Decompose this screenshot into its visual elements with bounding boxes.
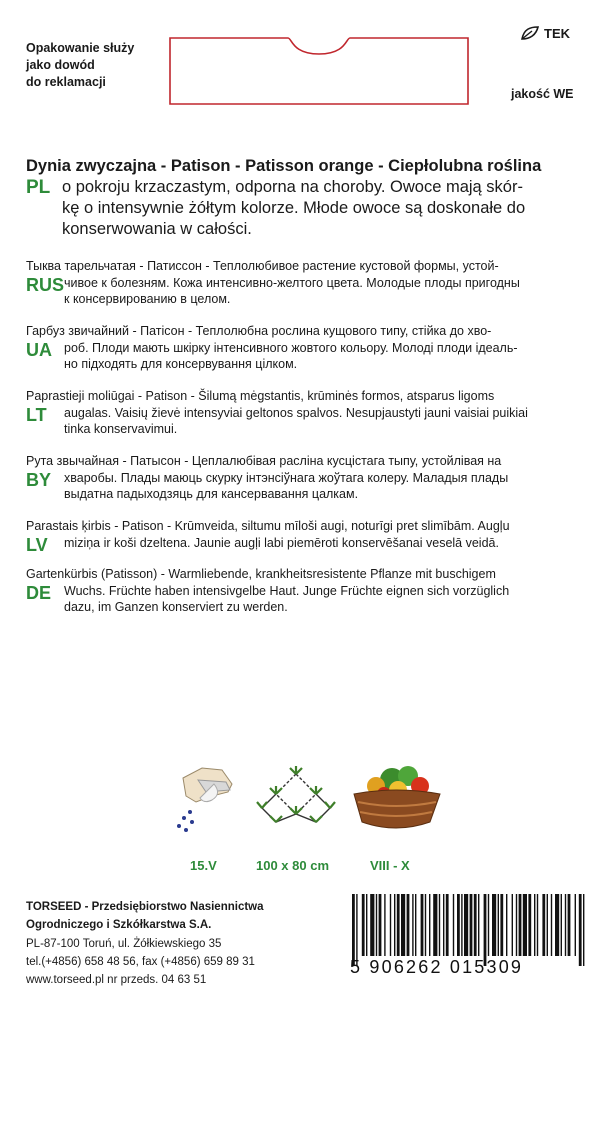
- company-line: www.torseed.pl nr przeds. 04 63 51: [26, 974, 207, 987]
- company-line: PL-87-100 Toruń, ul. Żółkiewskiego 35: [26, 937, 222, 950]
- barcode-bar: [376, 894, 377, 956]
- barcode-bar: [575, 894, 576, 956]
- barcode-bar: [555, 894, 559, 956]
- company-info: [26, 898, 264, 989]
- barcode-bar: [425, 894, 426, 956]
- leaf-icon: [520, 25, 540, 41]
- barcode-bar: [457, 894, 460, 956]
- barcode-bar: [415, 894, 416, 956]
- barcode-bar: [579, 894, 582, 966]
- barcode-bar: [506, 894, 507, 956]
- barcode-bar: [519, 894, 522, 956]
- pl-line: konserwowania w całości.: [62, 220, 252, 238]
- barcode-bar: [583, 894, 584, 966]
- lang-code-lt: LT: [26, 405, 47, 425]
- lv-line: Parastais ķirbis - Patison - Krūmveida, siltumu mīloši augi, noturīgi pret slimībām. Augļu: [26, 519, 510, 533]
- barcode-bar: [512, 894, 513, 956]
- notice-line: do reklamacji: [26, 75, 106, 89]
- barcode-bar: [379, 894, 382, 956]
- barcode-bar: [561, 894, 562, 956]
- barcode-bar: [356, 894, 357, 966]
- barcode-bar: [478, 894, 479, 956]
- rus-line: чивое к болезням. Кожа интенсивно-желтого цвета. Молодые плоды пригодны: [64, 275, 520, 290]
- by-line: Рута звычайная - Патысон - Цеплалюбівая расліна кусцістага тыпу, устойлівая на: [26, 454, 502, 468]
- barcode-bar: [429, 894, 430, 956]
- barcode-bar: [443, 894, 444, 956]
- barcode-bar: [523, 894, 527, 956]
- harvest-label: VIII - X: [370, 858, 410, 873]
- barcode-bar: [565, 894, 566, 956]
- de-line: dazu, im Ganzen konserviert zu werden.: [64, 600, 288, 614]
- pl-line: o pokroju krzaczastym, odporna na choroby. Owoce mają skór-: [62, 178, 523, 196]
- barcode-bar: [492, 894, 496, 956]
- complaint-notice: [26, 40, 134, 91]
- ua-line: но підходять для консервування цілком.: [64, 357, 298, 371]
- lang-code-ua: UA: [26, 340, 52, 360]
- lv-line: miziņa ir koši dzeltena. Jaunie augļi labi piemēroti konservēšanai veselā veidā.: [64, 535, 499, 550]
- barcode-bar: [366, 894, 367, 956]
- barcode-bar: [542, 894, 545, 956]
- barcode-bar: [421, 894, 424, 956]
- barcode-bar: [547, 894, 548, 956]
- lang-code-de: DE: [26, 583, 52, 603]
- section-de: [26, 566, 586, 616]
- tek-logo: [520, 25, 570, 41]
- lang-code-rus: RUS: [26, 275, 65, 295]
- barcode-bar: [500, 894, 503, 956]
- section-lv: [26, 518, 586, 555]
- barcode-bar: [464, 894, 468, 956]
- rus-line: Тыква тарельчатая - Патиссон - Теплолюбивое растение кустовой формы, устой-: [26, 259, 499, 273]
- barcode-bar: [453, 894, 454, 956]
- lang-code-lv: LV: [26, 535, 48, 555]
- barcode-bar: [534, 894, 535, 956]
- lang-code-by: BY: [26, 470, 52, 490]
- notice-line: jako dowód: [26, 58, 95, 72]
- harvest-basket-icon: [354, 766, 440, 828]
- by-line: хваробы. Плады маюць скурку інтэнсіўнага жоўтага колеру. Маладыя плады: [64, 470, 509, 485]
- barcode-bar: [394, 894, 395, 956]
- company-line: tel.(+4856) 658 48 56, fax (+4856) 659 89 31: [26, 955, 255, 968]
- barcode-bar: [568, 894, 571, 956]
- quality-label: jakość WE: [511, 87, 574, 101]
- barcode-bar: [470, 894, 473, 956]
- barcode-bar: [488, 894, 489, 956]
- pl-line: Dynia zwyczajna - Patison - Patisson orange - Ciepłolubna roślina: [26, 157, 542, 175]
- lang-code-pl: PL: [26, 177, 51, 198]
- barcode-bar: [446, 894, 449, 956]
- barcode-bar: [352, 894, 355, 966]
- barcode-bar: [384, 894, 385, 956]
- sowing-hand-icon: [177, 768, 232, 832]
- spacing-label: 100 x 80 cm: [256, 858, 330, 873]
- barcode-bar: [362, 894, 365, 956]
- lt-line: Paprastieji moliūgai - Patison - Šilumą mėgstantis, krūminės formos, atsparus ligoms: [26, 389, 495, 403]
- lt-line: tinka konservavimui.: [64, 422, 178, 436]
- barcode-bar: [390, 894, 391, 956]
- company-line: Ogrodniczego i Szkółkarstwa S.A.: [26, 919, 212, 932]
- ua-line: Гарбуз звичайний - Патісон - Теплолюбна рослина кущового типу, стійка до хво-: [26, 324, 492, 338]
- de-line: Gartenkürbis (Patisson) - Warmliebende, krankheitsresistente Pflanze mit buschigem: [26, 567, 496, 581]
- section-rus: [26, 258, 586, 308]
- barcode-bar: [484, 894, 487, 966]
- ua-line: роб. Плоди мають шкірку інтенсивного жовтого кольору. Молоді плоди ідеаль-: [64, 340, 518, 355]
- barcode-bar: [397, 894, 400, 956]
- section-ua: [26, 323, 586, 373]
- pictogram-row: [0, 756, 600, 846]
- lt-line: augalas. Vaisių žievė intensyviai geltonos spalvos. Nesupjaustyti jauni vaisiai puikiai: [64, 405, 528, 420]
- barcode-bar: [412, 894, 413, 956]
- by-line: выдатна падыходзяць для кансервавання цалкам.: [64, 487, 359, 501]
- section-lt: [26, 388, 586, 438]
- date-stamp-frame: [168, 36, 470, 106]
- plant-spacing-icon: [257, 766, 335, 822]
- section-by: [26, 453, 586, 503]
- barcode-bar: [407, 894, 410, 956]
- barcode-bar: [528, 894, 531, 956]
- pl-line: kę o intensywnie żółtym kolorze. Młode owoce są doskonałe do: [62, 199, 526, 217]
- barcode-bar: [433, 894, 437, 956]
- barcode-bar: [370, 894, 374, 956]
- barcode-bar: [461, 894, 462, 956]
- sowing-date-label: 15.V: [190, 858, 217, 873]
- company-line: TORSEED - Przedsiębiorstwo Nasiennictwa: [26, 901, 264, 913]
- notice-line: Opakowanie służy: [26, 41, 135, 55]
- barcode-bar: [551, 894, 552, 956]
- de-line: Wuchs. Früchte haben intensivgelbe Haut. Junge Früchte eignen sich vorzüglich: [64, 583, 510, 598]
- barcode-digits: 5 906262 015309: [350, 957, 524, 977]
- barcode-bar: [498, 894, 499, 956]
- barcode-bar: [516, 894, 517, 956]
- barcode-bar: [439, 894, 440, 956]
- section-pl: [26, 156, 586, 240]
- barcode-bar: [401, 894, 405, 956]
- barcode-bar: [537, 894, 538, 956]
- rus-line: к консервированию в целом.: [64, 292, 231, 306]
- tek-label: TEK: [544, 25, 570, 41]
- barcode-bar: [474, 894, 477, 956]
